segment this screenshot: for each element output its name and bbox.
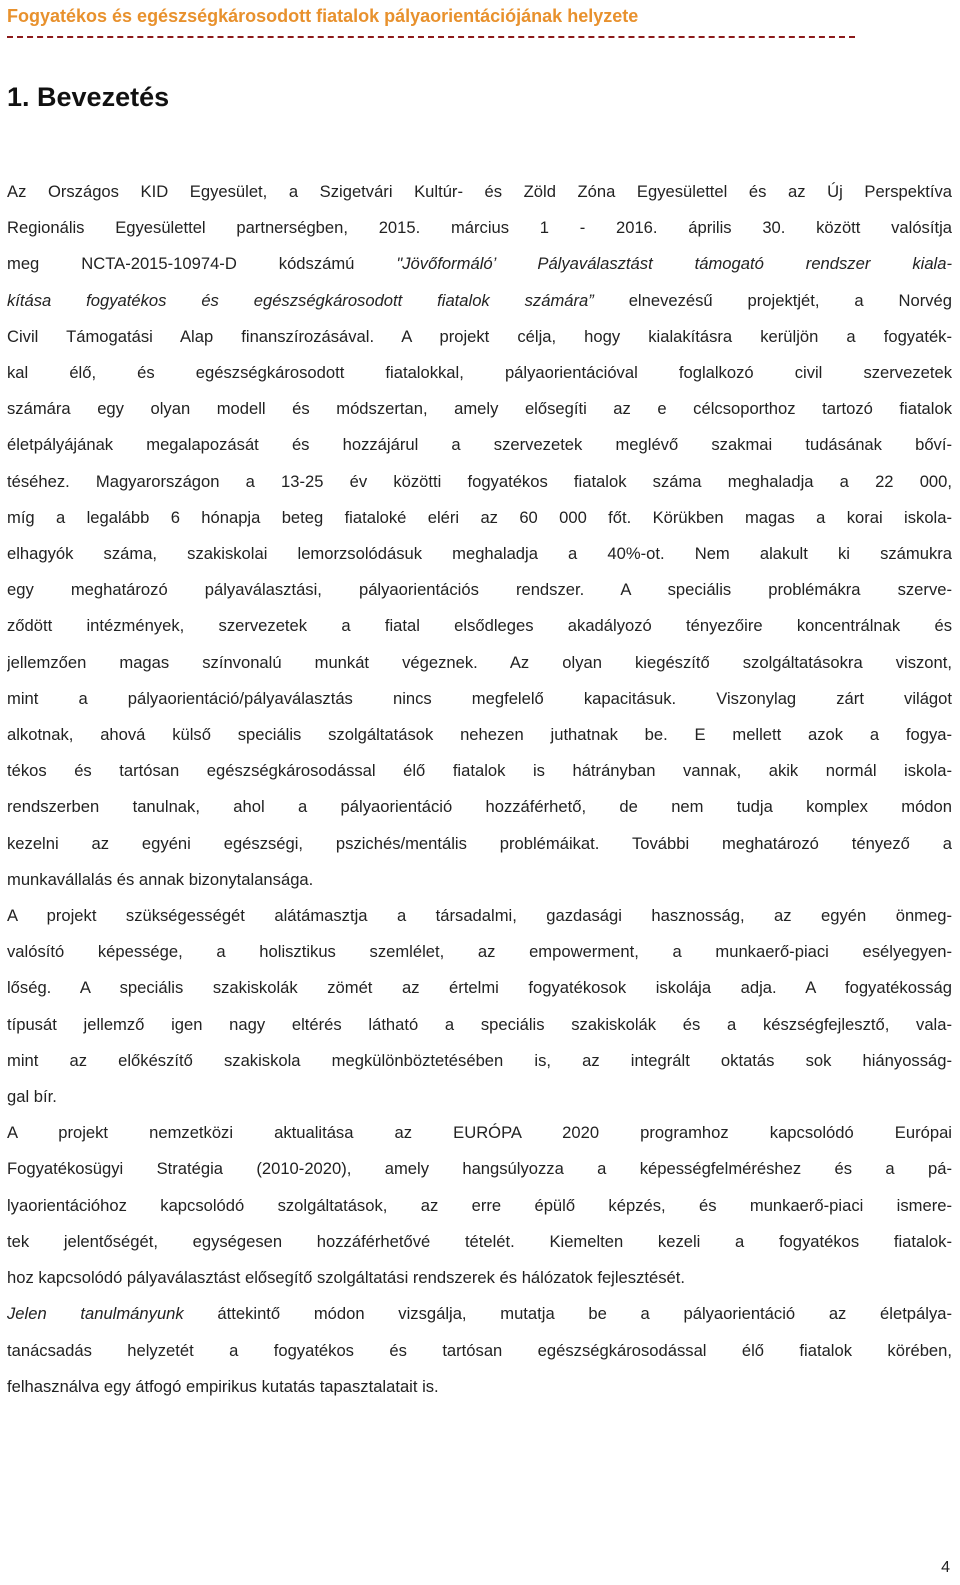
text-line: Fogyatékosügyi Stratégia (2010-2020), amely hangsúlyozza a képességfelméréshez és a pá-: [7, 1159, 952, 1179]
text-line: gal bír.: [7, 1087, 57, 1107]
italic-study-term: Jelen tanulmányunk: [7, 1304, 184, 1324]
text-line: tek jelentőségét, egységesen hozzáférhetővé tételét. Kiemelten kezeli a fogyatékos fiatalok-: [7, 1231, 952, 1251]
text-line: A projekt szükségességét alátámasztja a társadalmi, gazdasági hasznosság, az egyén önmeg-: [7, 906, 952, 926]
document-body: [7, 174, 952, 1405]
text-line: elhagyók száma, szakiskolai lemorzsolódásuk meghaladja a 40%-ot. Nem alakult ki számukra: [7, 544, 952, 564]
text-line: egy meghatározó pályaválasztási, pályaorientációs rendszer. A speciális problémákra szerve-: [7, 580, 952, 600]
text-line: [7, 1296, 952, 1332]
text-line: tanácsadás helyzetét a fogyatékos és tartósan egészségkárosodással élő fiatalok körében,: [7, 1340, 952, 1360]
text-line: életpályájának megalapozását és hozzájárul a szervezetek meglévő szakmai tudásának bőví-: [7, 435, 952, 455]
text-line: A projekt nemzetközi aktualitása az EURÓPA 2020 programhoz kapcsolódó Európai: [7, 1123, 952, 1143]
text-line: számára egy olyan modell és módszertan, amely elősegíti az e célcsoporthoz tartozó fiatalok: [7, 399, 952, 419]
text-run: áttekintő módon vizsgálja, mutatja be a pályaorientáció az életpálya-: [183, 1304, 952, 1324]
text-line: mint a pályaorientáció/pályaválasztás nincs megfelelő kapacitásuk. Viszonylag zárt világot: [7, 688, 952, 708]
header-dashed-rule: [7, 36, 855, 38]
text-line: [7, 246, 952, 282]
running-header-title: Fogyatékos és egészségkárosodott fiatalok pályaorientációjának helyzete: [7, 6, 639, 26]
text-line: felhasználva egy átfogó empirikus kutatás tapasztalatait is.: [7, 1376, 439, 1396]
text-line: típusát jellemző igen nagy eltérés látható a speciális szakiskolák és a készségfejlesztő, vala-: [7, 1014, 952, 1034]
italic-project-title-cont: kítása fogyatékos és egészségkárosodott fiatalok számára”: [7, 290, 594, 310]
text-line: [7, 283, 952, 319]
text-line: hoz kapcsolódó pályaválasztást elősegítő szolgáltatási rendszerek és hálózatok fejlesztését.: [7, 1268, 685, 1288]
text-line: téséhez. Magyarországon a 13-25 év közötti fogyatékos fiatalok száma meghaladja a 22 000,: [7, 471, 952, 491]
text-run: meg NCTA-2015-10974-D kódszámú: [7, 254, 397, 274]
text-line: lőség. A speciális szakiskolák zömét az értelmi fogyatékosok iskolája adja. A fogyatékosság: [7, 978, 952, 998]
paragraph-intro: [7, 174, 952, 898]
text-line: Civil Támogatási Alap finanszírozásával. A projekt célja, hogy kialakításra kerüljön a fogyaték-: [7, 326, 952, 346]
paragraph-study: [7, 1296, 952, 1405]
text-line: valósító képessége, a holisztikus szemlélet, az empowerment, a munkaerő-piaci esélyegyen-: [7, 942, 952, 962]
text-line: míg a legalább 6 hónapja beteg fiataloké eléri az 60 000 főt. Körükben magas a korai iskola-: [7, 507, 952, 527]
text-line: Regionális Egyesülettel partnerségben, 2015. március 1 - 2016. április 30. között valósítja: [7, 218, 952, 238]
text-line: alkotnak, ahová külső speciális szolgáltatások nehezen juthatnak be. E mellett azok a fogya-: [7, 725, 952, 745]
text-line: lyaorientációhoz kapcsolódó szolgáltatások, az erre épülő képzés, és munkaerő-piaci ismere-: [7, 1195, 952, 1215]
text-run: elnevezésű projektjét, a Norvég: [593, 290, 952, 310]
text-line: rendszerben tanulnak, ahol a pályaorientáció hozzáférhető, de nem tudja komplex módon: [7, 797, 952, 817]
text-line: kezelni az egyéni egészségi, pszichés/mentális problémáikat. További meghatározó tényező a: [7, 833, 952, 853]
text-line: mint az előkészítő szakiskola megkülönböztetésében is, az integrált oktatás sok hiányosság-: [7, 1050, 952, 1070]
paragraph-international: [7, 1115, 952, 1296]
text-line: tékos és tartósan egészségkárosodással élő fiatalok is hátrányban vannak, akik normál iskola-: [7, 761, 952, 781]
page-number: 4: [941, 1559, 950, 1576]
text-line: Az Országos KID Egyesület, a Szigetvári Kultúr- és Zöld Zóna Egyesülettel és az Új Perspektíva: [7, 182, 952, 201]
text-line: ződött intézmények, szervezetek a fiatal elsődleges akadályozó tényezőire koncentrálnak és: [7, 616, 952, 636]
text-line: jellemzően magas színvonalú munkát végeznek. Az olyan kiegészítő szolgáltatásokra viszont,: [7, 652, 952, 672]
paragraph-necessity: [7, 898, 952, 1115]
section-heading: 1. Bevezetés: [7, 82, 170, 112]
text-line: kal élő, és egészségkárosodott fiatalokkal, pályaorientációval foglalkozó civil szervezetek: [7, 363, 952, 383]
italic-project-title: "Jövőformáló’ Pályaválasztást támogató rendszer kiala-: [396, 254, 952, 274]
text-line: munkavállalás és annak bizonytalansága.: [7, 869, 314, 889]
